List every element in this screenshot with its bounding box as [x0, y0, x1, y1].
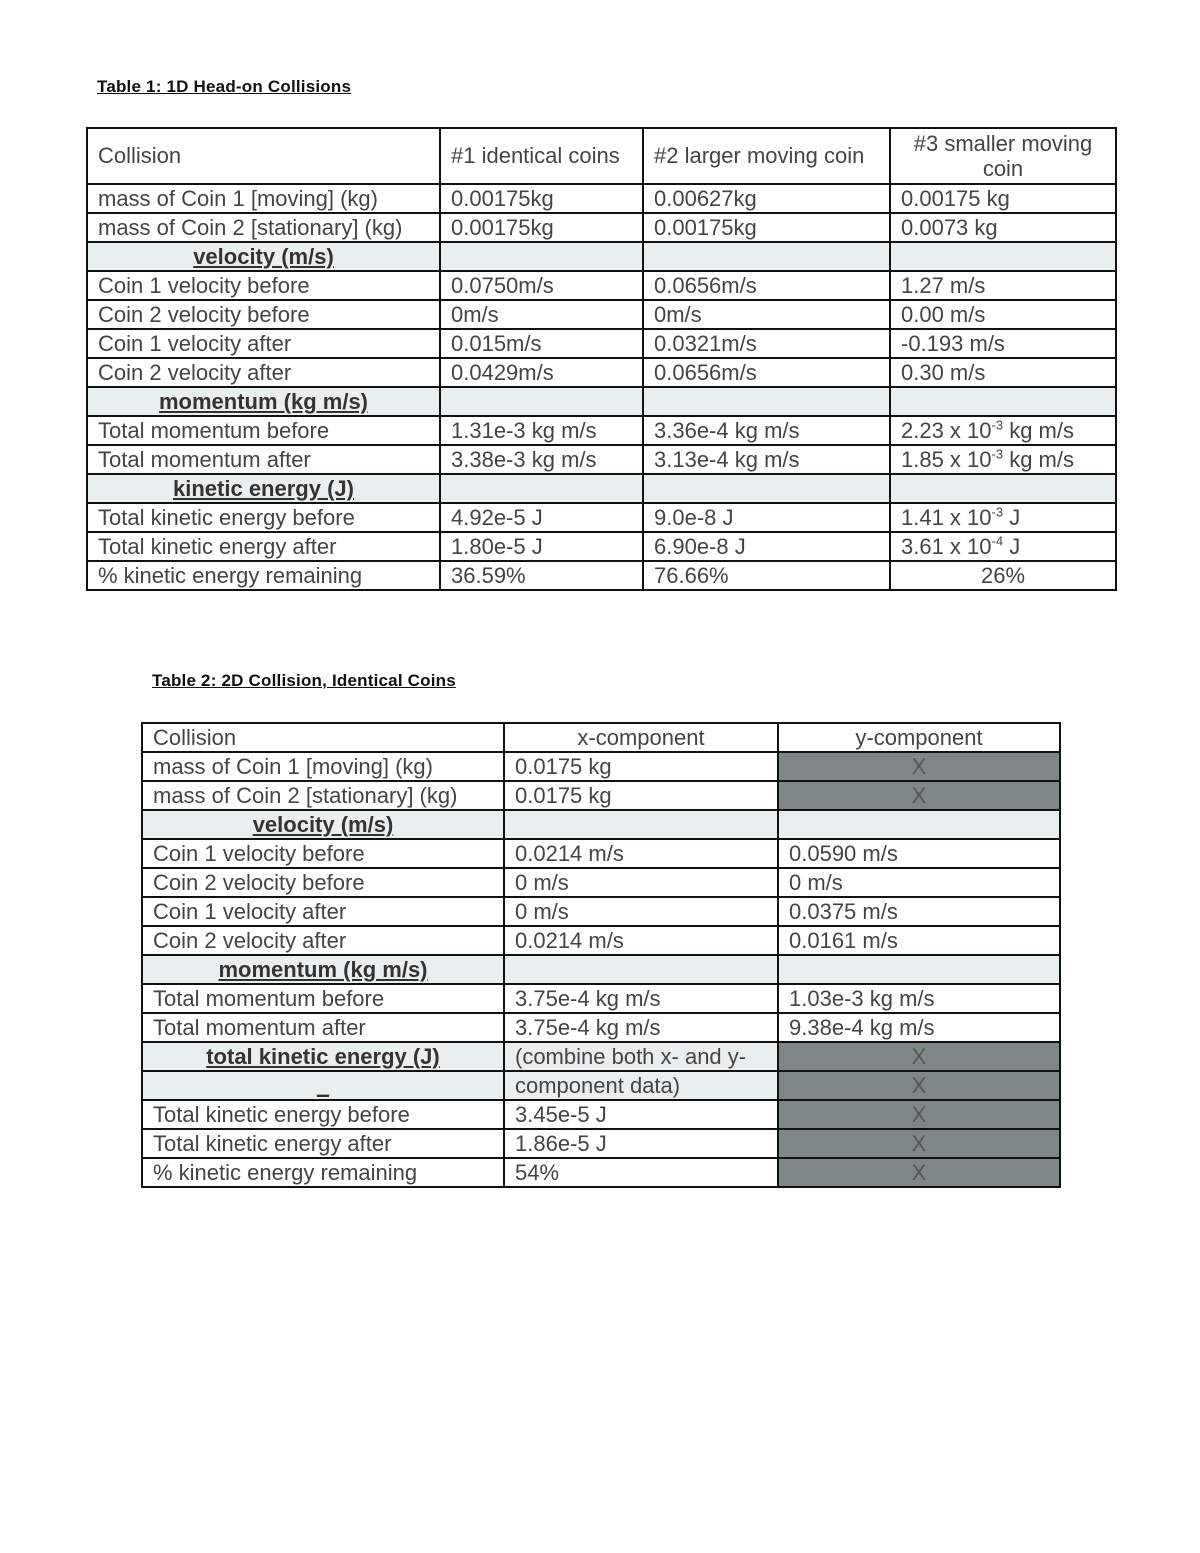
- value-identical-coins: 0.0750m/s: [440, 271, 643, 300]
- table-1d-collisions: [86, 127, 1117, 591]
- value-larger-moving-coin: 9.0e-8 J: [643, 503, 890, 532]
- table-row: [142, 1158, 1060, 1187]
- header-cell: #2 larger moving coin: [643, 128, 890, 184]
- value-exponent: -3: [991, 417, 1004, 433]
- value-exponent: -4: [991, 533, 1004, 549]
- row-label: Coin 1 velocity after: [142, 897, 504, 926]
- row-label: Total kinetic energy after: [87, 532, 440, 561]
- row-label: Coin 2 velocity after: [87, 358, 440, 387]
- value-identical-coins: 0.015m/s: [440, 329, 643, 358]
- x-component-cell: 3.45e-5 J: [504, 1100, 778, 1129]
- value-identical-coins: 3.38e-3 kg m/s: [440, 445, 643, 474]
- y-component-cell: [778, 955, 1060, 984]
- y-component-cell: 0.0590 m/s: [778, 839, 1060, 868]
- y-component-cell: 9.38e-4 kg m/s: [778, 1013, 1060, 1042]
- value-smaller-moving-coin: [890, 416, 1116, 445]
- table-row: [87, 503, 1116, 532]
- section-label: velocity (m/s): [87, 242, 440, 271]
- value-larger-moving-coin: 0.00627kg: [643, 184, 890, 213]
- value-smaller-moving-coin: -0.193 m/s: [890, 329, 1116, 358]
- row-label: Total momentum before: [87, 416, 440, 445]
- x-component-cell: 0.0214 m/s: [504, 839, 778, 868]
- value-smaller-moving-coin: 26%: [890, 561, 1116, 590]
- value-identical-coins: 1.31e-3 kg m/s: [440, 416, 643, 445]
- value-smaller-moving-coin: [890, 445, 1116, 474]
- row-label: Coin 1 velocity before: [142, 839, 504, 868]
- x-component-cell: 0.0175 kg: [504, 752, 778, 781]
- x-component-cell: 1.86e-5 J: [504, 1129, 778, 1158]
- table-header-row: [87, 128, 1116, 184]
- section-label: _: [142, 1071, 504, 1100]
- y-component-cell: 0.0161 m/s: [778, 926, 1060, 955]
- table-2d-collision: [141, 722, 1061, 1188]
- header-cell: Collision: [142, 723, 504, 752]
- table-row: [142, 897, 1060, 926]
- row-label: Total momentum before: [142, 984, 504, 1013]
- x-component-cell: [504, 955, 778, 984]
- header-cell: x-component: [504, 723, 778, 752]
- empty-cell: [643, 242, 890, 271]
- row-label: mass of Coin 2 [stationary] (kg): [142, 781, 504, 810]
- table-row: [142, 1100, 1060, 1129]
- empty-cell: [440, 474, 643, 503]
- value-identical-coins: 1.80e-5 J: [440, 532, 643, 561]
- empty-cell: [440, 242, 643, 271]
- table-row: [87, 561, 1116, 590]
- table-row: [142, 752, 1060, 781]
- y-component-cell: X: [778, 1129, 1060, 1158]
- value-smaller-moving-coin: [890, 532, 1116, 561]
- value-larger-moving-coin: 76.66%: [643, 561, 890, 590]
- table-row: [142, 839, 1060, 868]
- row-label: Coin 2 velocity after: [142, 926, 504, 955]
- row-label: Coin 2 velocity before: [142, 868, 504, 897]
- section-row: [87, 242, 1116, 271]
- table-row: [142, 781, 1060, 810]
- table-row: [87, 532, 1116, 561]
- section-row: [142, 1071, 1060, 1100]
- section-label: total kinetic energy (J): [142, 1042, 504, 1071]
- value-smaller-moving-coin: 0.0073 kg: [890, 213, 1116, 242]
- table-row: [87, 213, 1116, 242]
- table-row: [87, 445, 1116, 474]
- value-smaller-moving-coin: [890, 503, 1116, 532]
- value-smaller-moving-coin: 0.00175 kg: [890, 184, 1116, 213]
- value-larger-moving-coin: 0.0656m/s: [643, 271, 890, 300]
- row-label: % kinetic energy remaining: [87, 561, 440, 590]
- section-label: velocity (m/s): [142, 810, 504, 839]
- value-larger-moving-coin: 3.13e-4 kg m/s: [643, 445, 890, 474]
- y-component-cell: 0.0375 m/s: [778, 897, 1060, 926]
- row-label: mass of Coin 1 [moving] (kg): [87, 184, 440, 213]
- table-row: [87, 271, 1116, 300]
- x-component-cell: 3.75e-4 kg m/s: [504, 984, 778, 1013]
- row-label: Total momentum after: [87, 445, 440, 474]
- y-component-cell: 1.03e-3 kg m/s: [778, 984, 1060, 1013]
- table-row: [142, 1129, 1060, 1158]
- empty-cell: [890, 474, 1116, 503]
- header-cell: #3 smaller moving coin: [890, 128, 1116, 184]
- table-row: [87, 184, 1116, 213]
- value-larger-moving-coin: 6.90e-8 J: [643, 532, 890, 561]
- table-row: [87, 300, 1116, 329]
- value-identical-coins: 0.00175kg: [440, 213, 643, 242]
- table-row: [142, 984, 1060, 1013]
- x-component-cell: (combine both x- and y-: [504, 1042, 778, 1071]
- value-mantissa: 2.23 x 10: [901, 417, 992, 443]
- empty-cell: [643, 474, 890, 503]
- value-unit: kg m/s: [1003, 417, 1074, 443]
- x-component-cell: component data): [504, 1071, 778, 1100]
- table-row: [142, 926, 1060, 955]
- section-row: [142, 1042, 1060, 1071]
- value-unit: J: [1003, 533, 1021, 559]
- empty-cell: [643, 387, 890, 416]
- row-label: Coin 2 velocity before: [87, 300, 440, 329]
- x-component-cell: [504, 810, 778, 839]
- value-mantissa: 1.85 x 10: [901, 446, 992, 472]
- x-component-cell: 0.0214 m/s: [504, 926, 778, 955]
- value-unit: kg m/s: [1003, 446, 1074, 472]
- row-label: Total kinetic energy before: [87, 503, 440, 532]
- y-component-cell: 0 m/s: [778, 868, 1060, 897]
- y-component-cell: X: [778, 1158, 1060, 1187]
- header-cell: #1 identical coins: [440, 128, 643, 184]
- value-larger-moving-coin: 3.36e-4 kg m/s: [643, 416, 890, 445]
- value-smaller-moving-coin: 0.30 m/s: [890, 358, 1116, 387]
- y-component-cell: X: [778, 1100, 1060, 1129]
- row-label: Total kinetic energy before: [142, 1100, 504, 1129]
- value-identical-coins: 4.92e-5 J: [440, 503, 643, 532]
- value-smaller-moving-coin: 1.27 m/s: [890, 271, 1116, 300]
- y-component-cell: X: [778, 781, 1060, 810]
- y-component-cell: X: [778, 752, 1060, 781]
- value-mantissa: 3.61 x 10: [901, 533, 992, 559]
- table-row: [142, 1013, 1060, 1042]
- x-component-cell: 0.0175 kg: [504, 781, 778, 810]
- value-exponent: -3: [991, 446, 1004, 462]
- x-component-cell: 0 m/s: [504, 897, 778, 926]
- row-label: Coin 1 velocity after: [87, 329, 440, 358]
- value-identical-coins: 0.0429m/s: [440, 358, 643, 387]
- row-label: Total momentum after: [142, 1013, 504, 1042]
- y-component-cell: X: [778, 1042, 1060, 1071]
- x-component-cell: 54%: [504, 1158, 778, 1187]
- x-component-cell: 0 m/s: [504, 868, 778, 897]
- section-row: [87, 387, 1116, 416]
- table-row: [87, 416, 1116, 445]
- section-label: kinetic energy (J): [87, 474, 440, 503]
- empty-cell: [890, 387, 1116, 416]
- section-label: momentum (kg m/s): [142, 955, 504, 984]
- value-identical-coins: 0m/s: [440, 300, 643, 329]
- table-row: [87, 358, 1116, 387]
- y-component-cell: [778, 810, 1060, 839]
- value-unit: J: [1003, 504, 1021, 530]
- header-cell: Collision: [87, 128, 440, 184]
- value-larger-moving-coin: 0.0656m/s: [643, 358, 890, 387]
- y-component-cell: X: [778, 1071, 1060, 1100]
- row-label: Total kinetic energy after: [142, 1129, 504, 1158]
- section-row: [142, 955, 1060, 984]
- table-row: [142, 868, 1060, 897]
- section-row: [142, 810, 1060, 839]
- empty-cell: [440, 387, 643, 416]
- table-row: [87, 329, 1116, 358]
- table-header-row: [142, 723, 1060, 752]
- section-row: [87, 474, 1116, 503]
- x-component-cell: 3.75e-4 kg m/s: [504, 1013, 778, 1042]
- section-label: momentum (kg m/s): [87, 387, 440, 416]
- value-smaller-moving-coin: 0.00 m/s: [890, 300, 1116, 329]
- row-label: Coin 1 velocity before: [87, 271, 440, 300]
- row-label: mass of Coin 2 [stationary] (kg): [87, 213, 440, 242]
- value-exponent: -3: [991, 504, 1004, 520]
- value-larger-moving-coin: 0m/s: [643, 300, 890, 329]
- table1-title: Table 1: 1D Head-on Collisions: [97, 77, 352, 96]
- row-label: % kinetic energy remaining: [142, 1158, 504, 1187]
- empty-cell: [890, 242, 1116, 271]
- value-identical-coins: 0.00175kg: [440, 184, 643, 213]
- value-mantissa: 1.41 x 10: [901, 504, 992, 530]
- value-larger-moving-coin: 0.0321m/s: [643, 329, 890, 358]
- table2-title: Table 2: 2D Collision, Identical Coins: [152, 671, 456, 690]
- header-cell: y-component: [778, 723, 1060, 752]
- row-label: mass of Coin 1 [moving] (kg): [142, 752, 504, 781]
- value-identical-coins: 36.59%: [440, 561, 643, 590]
- value-larger-moving-coin: 0.00175kg: [643, 213, 890, 242]
